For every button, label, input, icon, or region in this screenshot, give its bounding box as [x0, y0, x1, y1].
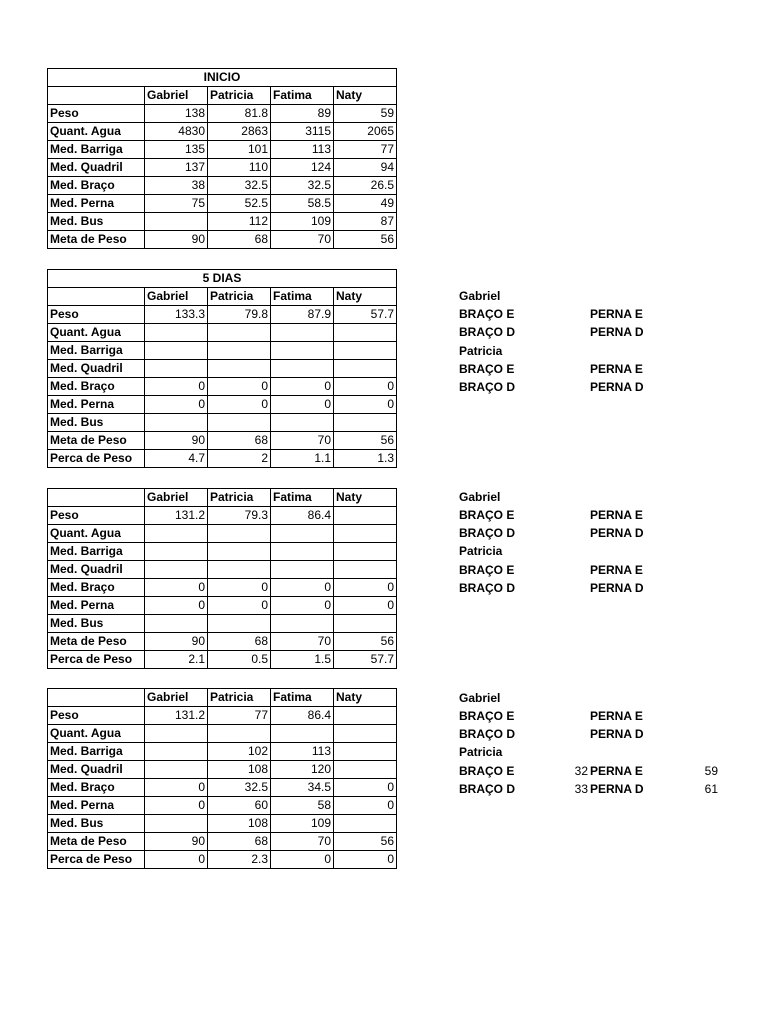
table-5-dias	[47, 269, 397, 468]
cell[interactable]: 0	[145, 779, 208, 797]
table-row	[48, 177, 397, 195]
table-row	[48, 324, 397, 342]
header-fatima[interactable]: Fatima	[271, 689, 334, 707]
table-row	[48, 450, 397, 468]
cell[interactable]: 87.9	[271, 306, 334, 324]
corner-cell[interactable]	[48, 489, 145, 507]
table-row	[48, 833, 397, 851]
row-label[interactable]: Med. Bus	[48, 615, 145, 633]
cell[interactable]: 90	[145, 432, 208, 450]
cell[interactable]: 68	[208, 833, 271, 851]
row-label[interactable]: Quant. Agua	[48, 525, 145, 543]
header-naty[interactable]: Naty	[334, 288, 397, 306]
row-label[interactable]: Med. Quadril	[48, 159, 145, 177]
cell[interactable]: 2065	[334, 123, 397, 141]
row-label[interactable]: Quant. Agua	[48, 725, 145, 743]
cell[interactable]	[271, 615, 334, 633]
cell[interactable]: 49	[334, 195, 397, 213]
side-perna-d[interactable]: PERNA D	[590, 526, 644, 540]
cell[interactable]: 68	[208, 231, 271, 249]
row-label[interactable]: Meta de Peso	[48, 231, 145, 249]
cell[interactable]: 0	[208, 396, 271, 414]
table-row	[48, 815, 397, 833]
cell[interactable]	[208, 561, 271, 579]
header-gabriel[interactable]: Gabriel	[145, 689, 208, 707]
cell[interactable]: 70	[271, 633, 334, 651]
corner-cell[interactable]	[48, 689, 145, 707]
row-label[interactable]: Med. Braço	[48, 177, 145, 195]
side-braco-d[interactable]: BRAÇO D	[459, 325, 515, 339]
row-label[interactable]: Peso	[48, 306, 145, 324]
cell[interactable]	[334, 815, 397, 833]
cell[interactable]: 60	[208, 797, 271, 815]
cell[interactable]: 0	[334, 579, 397, 597]
table-row	[48, 615, 397, 633]
table-row	[48, 561, 397, 579]
cell[interactable]: 131.2	[145, 507, 208, 525]
cell[interactable]: 38	[145, 177, 208, 195]
table-row	[48, 123, 397, 141]
side-braco-e[interactable]: BRAÇO E	[459, 764, 515, 778]
cell[interactable]: 68	[208, 633, 271, 651]
cell[interactable]	[271, 360, 334, 378]
cell[interactable]: 1.1	[271, 450, 334, 468]
cell[interactable]: 108	[208, 761, 271, 779]
side-braco-d[interactable]: BRAÇO D	[459, 782, 515, 796]
row-label[interactable]: Med. Perna	[48, 396, 145, 414]
header-naty[interactable]: Naty	[334, 489, 397, 507]
cell[interactable]: 89	[271, 105, 334, 123]
row-label[interactable]: Med. Quadril	[48, 761, 145, 779]
header-gabriel[interactable]: Gabriel	[145, 288, 208, 306]
cell[interactable]: 4.7	[145, 450, 208, 468]
cell[interactable]: 86.4	[271, 707, 334, 725]
side-perna-e-value[interactable]: 59	[704, 764, 718, 778]
cell[interactable]: 70	[271, 231, 334, 249]
cell[interactable]: 0	[271, 378, 334, 396]
cell[interactable]	[208, 342, 271, 360]
cell[interactable]: 0	[145, 851, 208, 869]
table-row	[48, 507, 397, 525]
table-title[interactable]: INICIO	[48, 69, 397, 87]
table-row	[48, 779, 397, 797]
cell[interactable]	[208, 414, 271, 432]
row-label[interactable]: Peso	[48, 707, 145, 725]
cell[interactable]	[334, 725, 397, 743]
cell[interactable]	[208, 543, 271, 561]
table-row	[48, 306, 397, 324]
table-row	[48, 707, 397, 725]
side-braco-e[interactable]: BRAÇO E	[459, 362, 515, 376]
table-row	[48, 432, 397, 450]
cell[interactable]: 1.5	[271, 651, 334, 669]
side-perna-d-value[interactable]: 61	[704, 782, 718, 796]
cell[interactable]	[334, 507, 397, 525]
cell[interactable]: 109	[271, 213, 334, 231]
table-row	[48, 597, 397, 615]
cell[interactable]: 102	[208, 743, 271, 761]
row-label[interactable]: Med. Perna	[48, 797, 145, 815]
cell[interactable]: 110	[208, 159, 271, 177]
table-row	[48, 743, 397, 761]
cell[interactable]	[334, 743, 397, 761]
cell[interactable]: 3115	[271, 123, 334, 141]
table-week-4	[47, 688, 397, 869]
cell[interactable]: 113	[271, 141, 334, 159]
cell[interactable]: 87	[334, 213, 397, 231]
side-perna-e[interactable]: PERNA E	[590, 563, 643, 577]
table-week-3	[47, 488, 397, 669]
row-label[interactable]: Med. Barriga	[48, 543, 145, 561]
cell[interactable]	[334, 561, 397, 579]
cell[interactable]: 0	[208, 579, 271, 597]
header-patricia[interactable]: Patricia	[208, 87, 271, 105]
cell[interactable]	[334, 615, 397, 633]
cell[interactable]: 0	[334, 378, 397, 396]
row-label[interactable]: Med. Barriga	[48, 743, 145, 761]
cell[interactable]	[145, 815, 208, 833]
side-perna-d[interactable]: PERNA D	[590, 581, 644, 595]
row-label[interactable]: Med. Bus	[48, 213, 145, 231]
side-perna-e[interactable]: PERNA E	[590, 709, 643, 723]
corner-cell[interactable]	[48, 87, 145, 105]
row-label[interactable]: Med. Bus	[48, 414, 145, 432]
row-label[interactable]: Med. Bus	[48, 815, 145, 833]
table-row	[48, 159, 397, 177]
table-row	[48, 797, 397, 815]
cell[interactable]: 133.3	[145, 306, 208, 324]
table-row	[48, 633, 397, 651]
header-patricia[interactable]: Patricia	[208, 288, 271, 306]
cell[interactable]	[271, 342, 334, 360]
cell[interactable]: 0	[271, 597, 334, 615]
row-label[interactable]: Perca de Peso	[48, 851, 145, 869]
cell[interactable]	[145, 525, 208, 543]
cell[interactable]: 32.5	[208, 177, 271, 195]
table-row	[48, 342, 397, 360]
row-label[interactable]: Med. Braço	[48, 579, 145, 597]
table-row	[48, 360, 397, 378]
cell[interactable]	[208, 615, 271, 633]
cell[interactable]: 52.5	[208, 195, 271, 213]
cell[interactable]: 34.5	[271, 779, 334, 797]
cell[interactable]	[145, 543, 208, 561]
cell[interactable]	[334, 543, 397, 561]
header-fatima[interactable]: Fatima	[271, 288, 334, 306]
cell[interactable]	[145, 360, 208, 378]
header-gabriel[interactable]: Gabriel	[145, 489, 208, 507]
cell[interactable]: 0	[145, 396, 208, 414]
cell[interactable]	[145, 342, 208, 360]
side-perna-e[interactable]: PERNA E	[590, 508, 643, 522]
table-row	[48, 195, 397, 213]
cell[interactable]: 81.8	[208, 105, 271, 123]
cell[interactable]: 138	[145, 105, 208, 123]
cell[interactable]: 77	[334, 141, 397, 159]
table-row	[48, 213, 397, 231]
table-row	[48, 579, 397, 597]
side-braco-d[interactable]: BRAÇO D	[459, 380, 515, 394]
cell[interactable]	[208, 525, 271, 543]
cell[interactable]	[334, 414, 397, 432]
cell[interactable]	[145, 324, 208, 342]
side-name-patricia[interactable]: Patricia	[459, 745, 503, 759]
cell[interactable]	[208, 324, 271, 342]
cell[interactable]: 57.7	[334, 651, 397, 669]
side-name-gabriel[interactable]: Gabriel	[459, 289, 501, 303]
cell[interactable]: 2	[208, 450, 271, 468]
row-label[interactable]: Perca de Peso	[48, 450, 145, 468]
header-naty[interactable]: Naty	[334, 87, 397, 105]
row-label[interactable]: Med. Braço	[48, 378, 145, 396]
cell[interactable]: 94	[334, 159, 397, 177]
table-row	[48, 851, 397, 869]
cell[interactable]: 2.3	[208, 851, 271, 869]
cell[interactable]: 0	[334, 597, 397, 615]
row-label[interactable]: Perca de Peso	[48, 651, 145, 669]
row-label[interactable]: Peso	[48, 507, 145, 525]
side-braco-e[interactable]: BRAÇO E	[459, 563, 515, 577]
table-row	[48, 396, 397, 414]
cell[interactable]	[334, 761, 397, 779]
row-label[interactable]: Med. Barriga	[48, 141, 145, 159]
header-patricia[interactable]: Patricia	[208, 689, 271, 707]
row-label[interactable]: Med. Quadril	[48, 360, 145, 378]
cell[interactable]: 0	[334, 851, 397, 869]
cell[interactable]: 90	[145, 231, 208, 249]
cell[interactable]	[145, 615, 208, 633]
cell[interactable]: 32.5	[208, 779, 271, 797]
row-label[interactable]: Med. Perna	[48, 597, 145, 615]
cell[interactable]: 137	[145, 159, 208, 177]
header-patricia[interactable]: Patricia	[208, 489, 271, 507]
side-perna-e[interactable]: PERNA E	[590, 362, 643, 376]
cell[interactable]	[271, 324, 334, 342]
row-label[interactable]: Quant. Agua	[48, 324, 145, 342]
cell[interactable]: 56	[334, 432, 397, 450]
cell[interactable]: 0	[208, 597, 271, 615]
table-row	[48, 378, 397, 396]
cell[interactable]: 0	[145, 797, 208, 815]
table-row	[48, 543, 397, 561]
cell[interactable]	[145, 213, 208, 231]
row-label[interactable]: Peso	[48, 105, 145, 123]
header-fatima[interactable]: Fatima	[271, 489, 334, 507]
cell[interactable]: 0	[334, 396, 397, 414]
cell[interactable]	[334, 707, 397, 725]
side-perna-d[interactable]: PERNA D	[590, 782, 644, 796]
row-label[interactable]: Med. Barriga	[48, 342, 145, 360]
cell[interactable]: 113	[271, 743, 334, 761]
side-name-patricia[interactable]: Patricia	[459, 344, 503, 358]
cell[interactable]: 70	[271, 833, 334, 851]
cell[interactable]: 58	[271, 797, 334, 815]
cell[interactable]: 90	[145, 633, 208, 651]
cell[interactable]	[271, 543, 334, 561]
cell[interactable]: 90	[145, 833, 208, 851]
table-inicio	[47, 68, 397, 249]
table-row	[48, 231, 397, 249]
cell[interactable]: 0	[271, 851, 334, 869]
row-label[interactable]: Quant. Agua	[48, 123, 145, 141]
row-label[interactable]: Med. Braço	[48, 779, 145, 797]
side-braco-d[interactable]: BRAÇO D	[459, 581, 515, 595]
side-perna-e[interactable]: PERNA E	[590, 307, 643, 321]
cell[interactable]	[208, 725, 271, 743]
cell[interactable]: 4830	[145, 123, 208, 141]
side-braco-e[interactable]: BRAÇO E	[459, 709, 515, 723]
cell[interactable]: 79.3	[208, 507, 271, 525]
cell[interactable]	[145, 561, 208, 579]
cell[interactable]	[271, 725, 334, 743]
cell[interactable]: 59	[334, 105, 397, 123]
cell[interactable]: 56	[334, 231, 397, 249]
cell[interactable]	[334, 342, 397, 360]
header-fatima[interactable]: Fatima	[271, 87, 334, 105]
cell[interactable]: 86.4	[271, 507, 334, 525]
cell[interactable]	[334, 360, 397, 378]
cell[interactable]	[145, 761, 208, 779]
row-label[interactable]: Meta de Peso	[48, 633, 145, 651]
cell[interactable]: 2.1	[145, 651, 208, 669]
cell[interactable]: 0	[334, 779, 397, 797]
header-gabriel[interactable]: Gabriel	[145, 87, 208, 105]
cell[interactable]	[271, 525, 334, 543]
table-title[interactable]: 5 DIAS	[48, 270, 397, 288]
cell[interactable]: 56	[334, 833, 397, 851]
side-braco-e[interactable]: BRAÇO E	[459, 508, 515, 522]
cell[interactable]: 101	[208, 141, 271, 159]
cell[interactable]	[271, 561, 334, 579]
table-row	[48, 414, 397, 432]
corner-cell[interactable]	[48, 288, 145, 306]
cell[interactable]: 68	[208, 432, 271, 450]
cell[interactable]: 58.5	[271, 195, 334, 213]
cell[interactable]	[334, 525, 397, 543]
cell[interactable]: 79.8	[208, 306, 271, 324]
side-perna-d[interactable]: PERNA D	[590, 380, 644, 394]
cell[interactable]	[271, 414, 334, 432]
side-braco-d-value[interactable]: 33	[574, 782, 588, 796]
cell[interactable]: 0	[271, 396, 334, 414]
cell[interactable]: 0	[334, 797, 397, 815]
row-label[interactable]: Med. Perna	[48, 195, 145, 213]
table-row	[48, 761, 397, 779]
cell[interactable]: 0	[145, 378, 208, 396]
side-perna-d[interactable]: PERNA D	[590, 727, 644, 741]
cell[interactable]: 108	[208, 815, 271, 833]
cell[interactable]: 32.5	[271, 177, 334, 195]
cell[interactable]: 124	[271, 159, 334, 177]
cell[interactable]: 0	[145, 597, 208, 615]
side-name-gabriel[interactable]: Gabriel	[459, 490, 501, 504]
cell[interactable]: 26.5	[334, 177, 397, 195]
cell[interactable]: 0.5	[208, 651, 271, 669]
cell[interactable]: 57.7	[334, 306, 397, 324]
side-name-gabriel[interactable]: Gabriel	[459, 691, 501, 705]
cell[interactable]: 1.3	[334, 450, 397, 468]
cell[interactable]	[145, 414, 208, 432]
table-row	[48, 141, 397, 159]
row-label[interactable]: Meta de Peso	[48, 833, 145, 851]
row-label[interactable]: Med. Quadril	[48, 561, 145, 579]
cell[interactable]: 56	[334, 633, 397, 651]
cell[interactable]: 135	[145, 141, 208, 159]
cell[interactable]: 77	[208, 707, 271, 725]
side-braco-e-value[interactable]: 32	[574, 764, 588, 778]
table-row	[48, 525, 397, 543]
row-label[interactable]: Meta de Peso	[48, 432, 145, 450]
cell[interactable]: 109	[271, 815, 334, 833]
cell[interactable]: 131.2	[145, 707, 208, 725]
table-row	[48, 105, 397, 123]
side-perna-d[interactable]: PERNA D	[590, 325, 644, 339]
side-braco-d[interactable]: BRAÇO D	[459, 727, 515, 741]
side-perna-e[interactable]: PERNA E	[590, 764, 643, 778]
cell[interactable]	[145, 743, 208, 761]
side-name-patricia[interactable]: Patricia	[459, 544, 503, 558]
side-braco-e[interactable]: BRAÇO E	[459, 307, 515, 321]
header-naty[interactable]: Naty	[334, 689, 397, 707]
cell[interactable]	[334, 324, 397, 342]
table-row	[48, 725, 397, 743]
cell[interactable]: 0	[271, 579, 334, 597]
cell[interactable]: 70	[271, 432, 334, 450]
table-row	[48, 651, 397, 669]
cell[interactable]: 112	[208, 213, 271, 231]
cell[interactable]	[208, 360, 271, 378]
cell[interactable]: 0	[145, 579, 208, 597]
side-braco-d[interactable]: BRAÇO D	[459, 526, 515, 540]
cell[interactable]: 2863	[208, 123, 271, 141]
cell[interactable]: 75	[145, 195, 208, 213]
cell[interactable]	[145, 725, 208, 743]
cell[interactable]: 120	[271, 761, 334, 779]
cell[interactable]: 0	[208, 378, 271, 396]
